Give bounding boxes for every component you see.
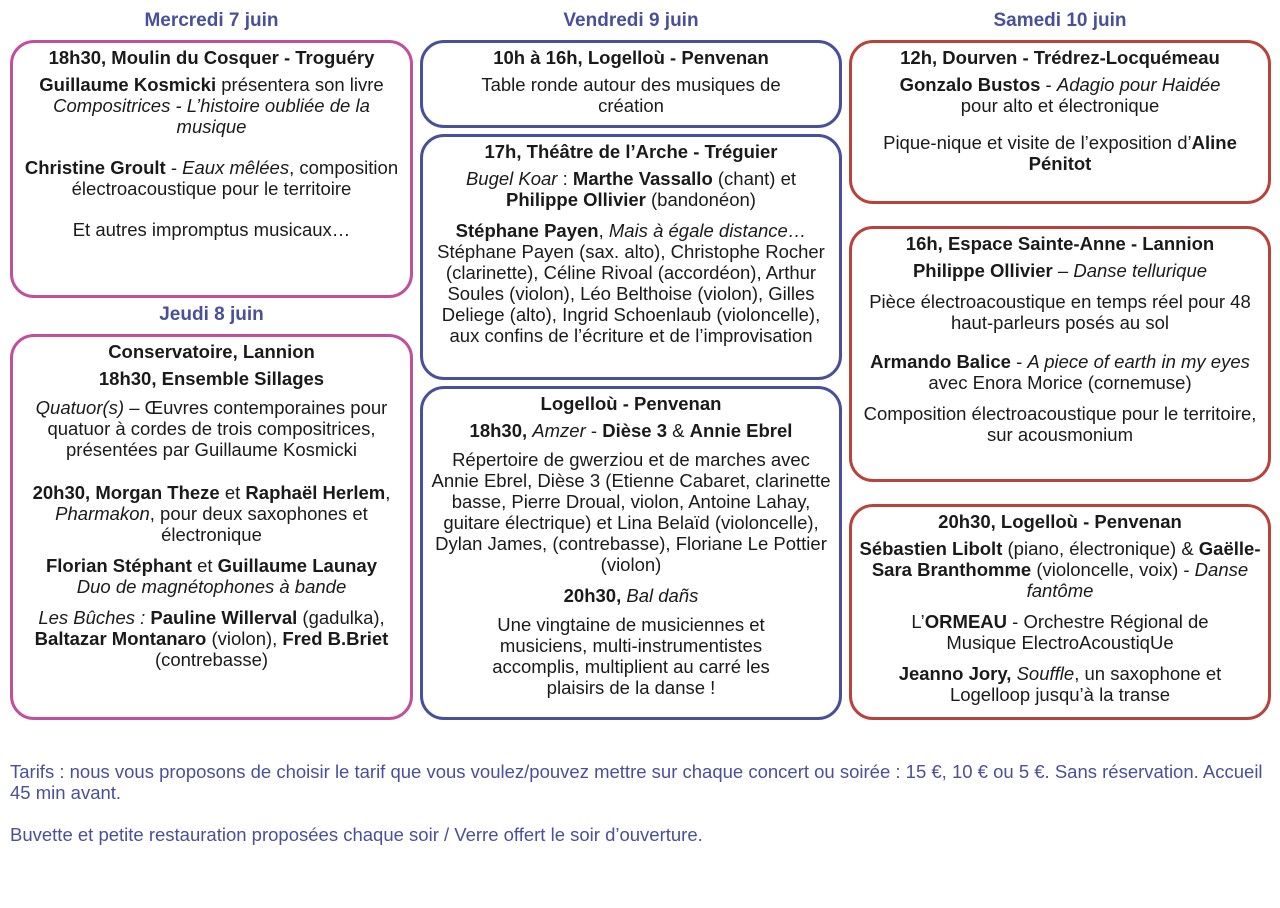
event-card-fri-logellou <box>420 386 842 720</box>
event-paragraph: Les Bûches : Pauline Willerval (gadulka), Baltazar Montanaro (violon), Fred B.Briet (contrebasse) <box>34 607 389 670</box>
footer-buvette: Buvette et petite restauration proposées chaque soir / Verre offert le soir d’ouverture. <box>10 824 703 845</box>
event-card-thu-conservatoire <box>10 334 413 720</box>
event-paragraph: Florian Stéphant et Guillaume Launay Duo de magnétophones à bande <box>45 555 378 597</box>
event-card-fri-table-ronde <box>420 40 842 128</box>
event-card-sat-logellou <box>849 504 1271 720</box>
event-paragraph: Composition électroacoustique pour le territoire, sur acousmonium <box>863 403 1257 445</box>
day-heading-wednesday: Mercredi 7 juin <box>144 10 279 31</box>
footer-tarifs: Tarifs : nous vous proposons de choisir le tarif que vous voulez/pouvez mettre sur chaque concert ou soirée : 15 €, 10 € ou 5 €. Sans réservation. Accueil 45 min avant. <box>10 761 1263 803</box>
event-paragraph: Armando Balice - A piece of earth in my eyes avec Enora Morice (cornemuse) <box>870 351 1250 393</box>
event-paragraph: Pièce électroacoustique en temps réel pour 48 haut-parleurs posés au sol <box>869 291 1251 333</box>
event-card-fri-theatre <box>420 134 842 380</box>
event-card-wed-moulin <box>10 40 413 298</box>
event-heading: Conservatoire, Lannion <box>108 341 315 362</box>
event-card-sat-sainte-anne <box>849 226 1271 482</box>
day-heading-friday: Vendredi 9 juin <box>563 10 699 31</box>
event-paragraph: L’ORMEAU - Orchestre Régional de Musique ElectroAcoustiqUe <box>911 611 1209 653</box>
event-heading: 16h, Espace Sainte-Anne - Lannion <box>905 233 1215 254</box>
event-paragraph: Jeanno Jory, Souffle, un saxophone et Logelloop jusqu’à la transe <box>898 663 1222 705</box>
event-paragraph: Sébastien Libolt (piano, électronique) & Gaëlle-Sara Branthomme (violoncelle, voix) - Danse fantôme <box>859 538 1261 601</box>
event-paragraph: Gonzalo Bustos - Adagio pour Haidée pour alto et électronique <box>899 74 1221 116</box>
event-paragraph: 20h30, Morgan Theze et Raphaël Herlem, Pharmakon, pour deux saxophones et électronique <box>32 482 391 545</box>
event-heading: 18h30, Ensemble Sillages <box>98 368 325 389</box>
event-paragraph: Christine Groult - Eaux mêlées, composition électroacoustique pour le territoire <box>24 157 399 199</box>
event-heading: Logelloù - Penvenan <box>540 393 722 414</box>
event-heading: 20h30, Bal dañs <box>563 585 699 606</box>
event-paragraph: Pique-nique et visite de l’exposition d’Aline Pénitot <box>883 132 1237 174</box>
event-paragraph: Bugel Koar : Marthe Vassallo (chant) et Philippe Ollivier (bandonéon) <box>465 168 797 210</box>
event-heading: 18h30, Moulin du Cosquer - Troguéry <box>48 47 375 68</box>
event-paragraph: Stéphane Payen, Mais à égale distance… Stéphane Payen (sax. alto), Christophe Rocher (clarinette), Céline Rivoal (accordéon), Arthur Soules (violon), Léo Belthoise (violon), Gilles Deliege (alto), Ingrid Schoenlaub (violoncelle), aux confins de l’écriture et de l’improvisation <box>437 220 825 346</box>
event-heading: 18h30, Amzer - Dièse 3 & Annie Ebrel <box>469 420 793 441</box>
day-heading-thursday: Jeudi 8 juin <box>159 304 264 325</box>
event-heading: 10h à 16h, Logelloù - Penvenan <box>493 47 769 68</box>
event-card-sat-dourven <box>849 40 1271 204</box>
event-heading: 20h30, Logelloù - Penvenan <box>938 511 1182 532</box>
event-paragraph: Philippe Ollivier – Danse tellurique <box>912 260 1208 281</box>
event-paragraph: Une vingtaine de musiciennes et musiciens, multi-instrumentistes accomplis, multiplient au carré les plaisirs de la danse ! <box>492 614 770 698</box>
event-paragraph: Quatuor(s) – Œuvres contemporaines pour quatuor à cordes de trois compositrices, présentées par Guillaume Kosmicki <box>35 397 388 460</box>
event-heading: 12h, Dourven - Trédrez-Locquémeau <box>900 47 1220 68</box>
day-heading-saturday: Samedi 10 juin <box>993 10 1127 31</box>
event-heading: 17h, Théâtre de l’Arche - Tréguier <box>484 141 778 162</box>
event-paragraph: Répertoire de gwerziou et de marches avec Annie Ebrel, Dièse 3 (Etienne Cabaret, clarinette basse, Pierre Droual, violon, Antoine Lahay, guitare électrique) et Lina Belaïd (violoncelle), Dylan James, (contrebasse), Floriane Le Pottier (violon) <box>431 449 831 575</box>
event-paragraph: Et autres impromptus musicaux… <box>72 219 351 240</box>
event-paragraph: Table ronde autour des musiques de création <box>481 74 781 116</box>
event-paragraph: Guillaume Kosmicki présentera son livre Compositrices - L’histoire oubliée de la musique <box>39 74 384 137</box>
